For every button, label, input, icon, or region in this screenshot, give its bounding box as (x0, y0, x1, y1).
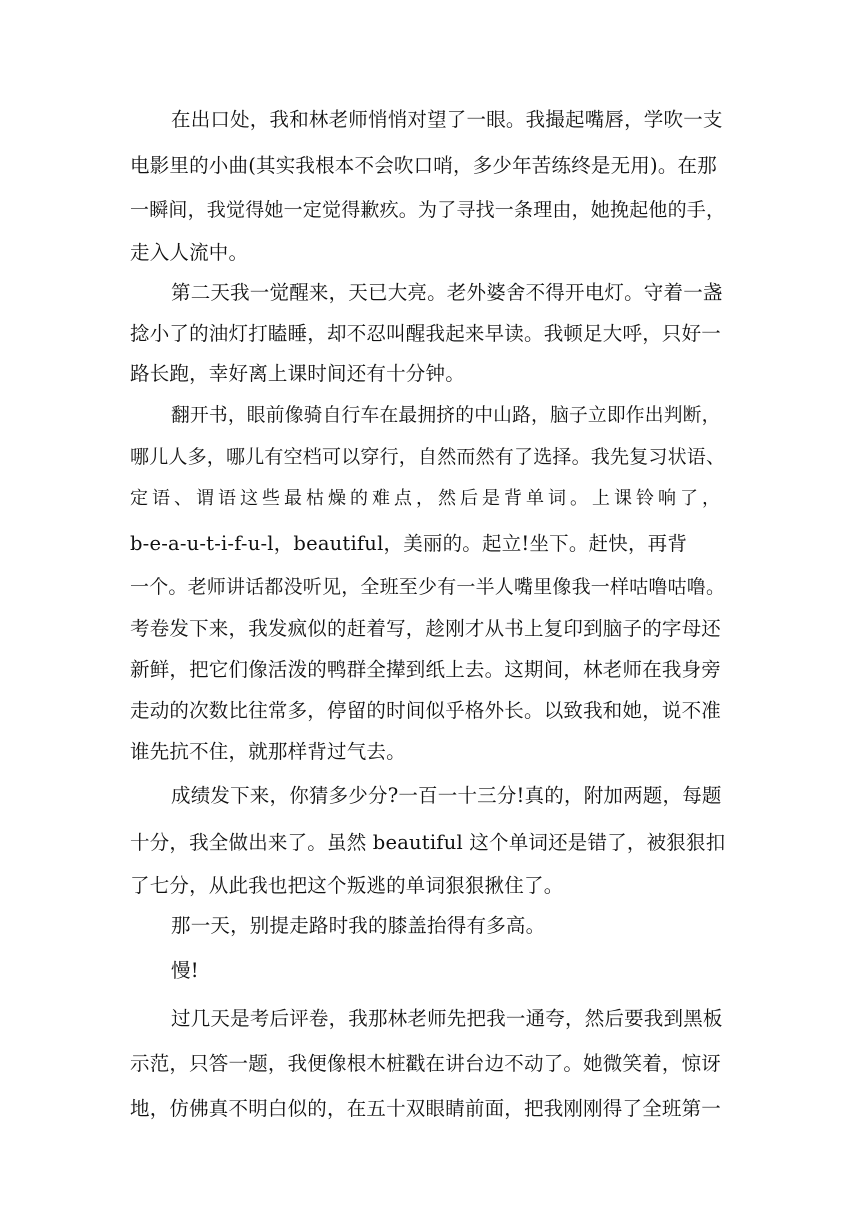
text-line: 地，仿佛真不明白似的，在五十双眼睛前面，把我刚刚得了全班第一 (130, 1097, 722, 1120)
text-line: 电影里的小曲(其实我根本不会吹口哨，多少年苦练终是无用)。在那 (130, 154, 717, 177)
text-line: 一个。老师讲话都没听见，全班至少有一半人嘴里像我一样咕噜咕噜。 (130, 576, 726, 598)
text-line: 一瞬间，我觉得她一定觉得歉疚。为了寻找一条理由，她挽起他的手， (130, 199, 726, 221)
text-line: 捻小了的油灯打瞌睡，却不忍叫醒我起来早读。我顿足大呼，只好一 (130, 322, 722, 345)
text-line: 示范，只答一题，我便像根木桩戳在讲台边不动了。她微笑着，惊讶 (130, 1052, 722, 1075)
text-line: 定语、谓语这些最枯燥的难点，然后是背单词。上课铃响了， (130, 488, 724, 509)
text-line: b-e-a-u-t-i-f-u-l，beautiful，美丽的。起立!坐下。赶快，再背 (130, 532, 688, 555)
text-line: 十分，我全做出来了。虽然 beautiful 这个单词还是错了，被狠狠扣 (130, 831, 726, 854)
text-line: 了七分，从此我也把这个叛逃的单词狠狠揪住了。 (130, 874, 564, 897)
text-line: 翻开书，眼前像骑自行车在最拥挤的中山路，脑子立即作出判断， (171, 405, 721, 426)
text-line: 考卷发下来，我发疯似的赶着写，趁刚才从书上复印到脑子的字母还 (130, 617, 722, 640)
text-line: 哪儿人多，哪儿有空档可以穿行，自然而然有了选择。我先复习状语、 (130, 446, 726, 468)
text-line: 新鲜，把它们像活泼的鸭群全撵到纸上去。这期间，林老师在我身旁 (130, 658, 722, 681)
text-line: 走入人流中。 (130, 241, 249, 264)
text-line: 第二天我一觉醒来，天已大亮。老外婆舍不得开电灯。守着一盏 (171, 281, 723, 304)
text-line: 谁先抗不住，就那样背过气去。 (130, 740, 406, 763)
text-line: 成绩发下来，你猜多少分?一百一十三分!真的，附加两题，每题 (171, 784, 722, 807)
text-line: 那一天，别提走路时我的膝盖抬得有多高。 (171, 914, 546, 937)
text-line: 路长跑，幸好离上课时间还有十分钟。 (130, 362, 465, 385)
text-line: 在出口处，我和林老师悄悄对望了一眼。我撮起嘴唇，学吹一支 (171, 108, 723, 131)
text-line: 过几天是考后评卷，我那林老师先把我一通夸，然后要我到黑板 (171, 1007, 723, 1030)
text-line: 慢! (171, 959, 199, 982)
text-line: 走动的次数比往常多，停留的时间似乎格外长。以致我和她，说不准 (130, 699, 722, 722)
